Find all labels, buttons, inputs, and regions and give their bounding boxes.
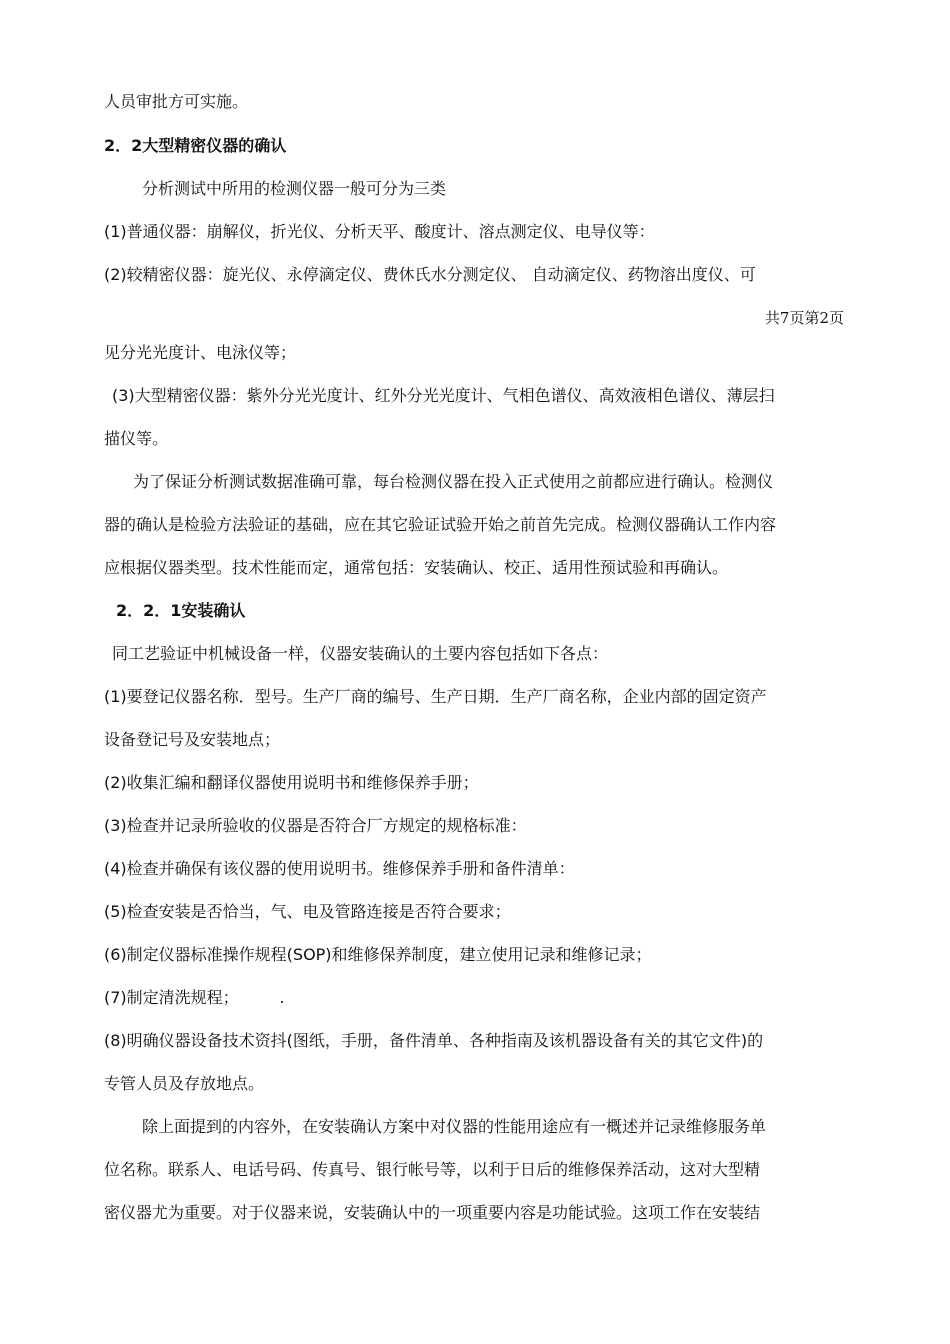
list-item: 专管人员及存放地点。 (104, 1074, 265, 1093)
paragraph-line: 为了保证分析测试数据准确可靠，每台检测仪器在投入正式使用之前都应进行确认。检测仪 (133, 472, 774, 491)
list-item: (4)检查并确保有该仪器的使用说明书。维修保养手册和备件清单： (104, 859, 575, 878)
paragraph-line: 器的确认是检验方法验证的基础，应在其它验证试验开始之前首先完成。检测仪器确认工作内容 (104, 515, 777, 534)
list-item: (5)检查安装是否恰当，气、电及管路连接是否符合要求； (104, 902, 511, 921)
text-line: 人员审批方可实施。 (104, 92, 249, 111)
paragraph-line: 位名称。联系人、电话号码、传真号、银行帐号等，以利于日后的维修保养活动，这对大型精 (104, 1160, 761, 1179)
list-item: (1)普通仪器：崩解仪，折光仪、分析天平、酸度计、溶点测定仪、电导仪等： (104, 222, 655, 241)
list-item: (2)较精密仪器：旋光仪、永停滴定仪、费休氏水分测定仪、 自动滴定仪、药物溶出度仪、可 (104, 265, 756, 284)
list-item: (1)要登记仪器名称．型号。生产厂商的编号、生产日期．生产厂商名称，企业内部的固定资产 (104, 687, 767, 706)
list-item: 设备登记号及安装地点； (104, 730, 281, 749)
list-item: (8)明确仪器设备技术资抖(图纸，手册，备件清单、各种指南及该机器设备有关的其它文件)的 (104, 1031, 764, 1050)
paragraph-line: 密仪器尤为重要。对于仪器来说，安装确认中的一项重要内容是功能试验。这项工作在安装结 (104, 1203, 761, 1222)
list-item: (3)大型精密仪器：紫外分光光度计、红外分光光度计、气相色谱仪、高效液相色谱仪、薄层扫 (112, 386, 775, 405)
list-item: (7)制定清洗规程； . (104, 988, 285, 1007)
text-line: 同工艺验证中机械设备一样，仪器安装确认的土要内容包括如下各点： (112, 644, 609, 663)
section-heading: 2．2．1安装确认 (116, 601, 246, 620)
text-line: 分析测试中所用的检测仪器一般可分为三类 (142, 179, 447, 198)
list-item: (2)收集汇编和翻译仪器使用说明书和维修保养手册； (104, 773, 479, 792)
page-footer: 共7页第2页 (764, 309, 844, 327)
list-item: (6)制定仪器标准操作规程(SOP)和维修保养制度，建立使用记录和维修记录； (104, 945, 652, 964)
text-line: 描仪等。 (104, 429, 169, 448)
paragraph-line: 应根据仪器类型。技术性能而定，通常包括：安装确认、校正、适用性预试验和再确认。 (104, 558, 729, 577)
section-heading: 2．2大型精密仪器的确认 (104, 136, 287, 155)
text-line: 见分光光度计、电泳仪等； (104, 343, 297, 362)
paragraph-line: 除上面提到的内容外，在安装确认方案中对仪器的性能用途应有一概述并记录维修服务单 (142, 1117, 767, 1136)
list-item: (3)检查并记录所验收的仪器是否符合厂方规定的规格标准： (104, 816, 527, 835)
